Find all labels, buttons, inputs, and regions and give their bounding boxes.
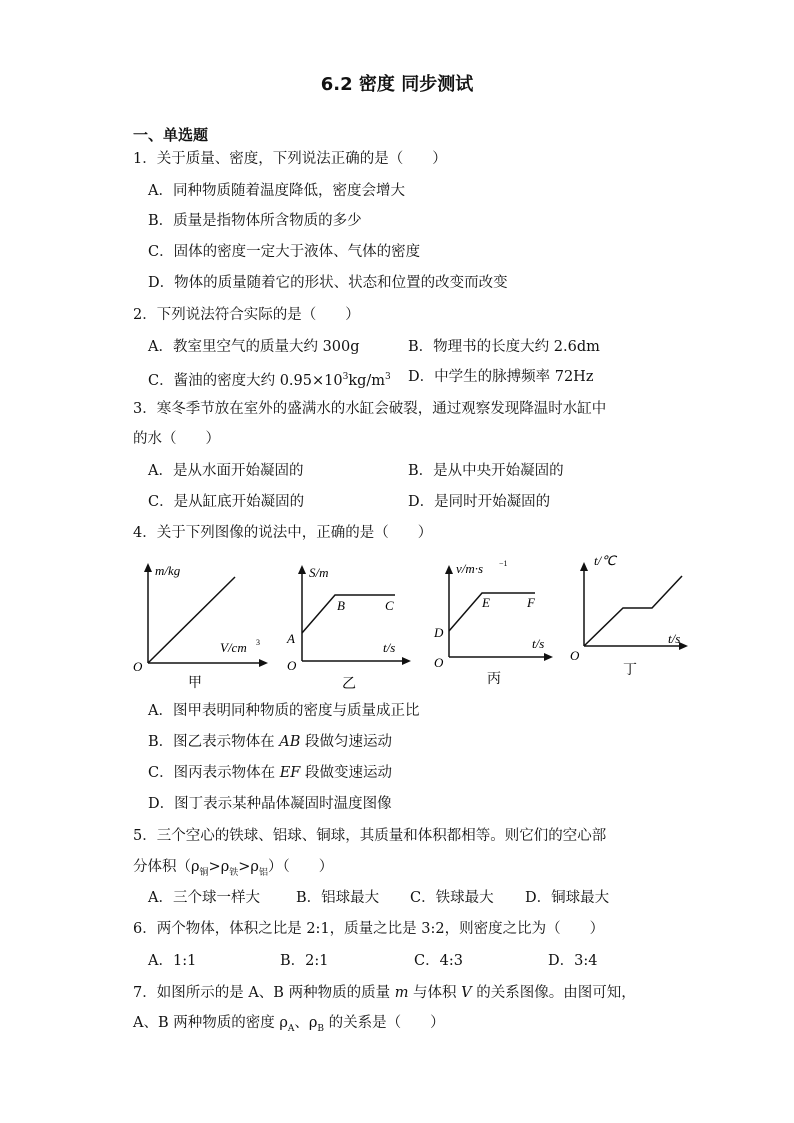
- graph-bing: [432, 555, 562, 695]
- graph-ding: [568, 548, 698, 688]
- bing-point-d: D: [434, 625, 444, 640]
- yi-caption: 乙: [342, 676, 356, 692]
- q6-stem: 6．两个物体，体积之比是 2:1，质量之比是 3:2，则密度之比为（ ）: [133, 921, 605, 937]
- ding-xlabel: t/s: [668, 631, 681, 646]
- q2-c-unit: kg/m: [348, 372, 386, 389]
- q7-stem-line1: [133, 984, 636, 1002]
- q6-option-c: C．4:3: [414, 953, 463, 969]
- bing-origin: O: [434, 655, 444, 670]
- q7-v: V: [461, 985, 472, 1001]
- q7-m: m: [394, 985, 409, 1001]
- jia-xexp: 3: [256, 638, 260, 647]
- ding-y-arrow: [580, 562, 588, 571]
- q6-option-d: D．3:4: [548, 953, 598, 969]
- q3-stem-line1: 3．寒冬季节放在室外的盛满水的水缸会破裂，通过观察发现降温时水缸中: [133, 401, 607, 417]
- jia-ylabel: m/kg: [155, 563, 181, 578]
- q4-option-b: [148, 733, 392, 751]
- q6-option-a: A．1:1: [148, 953, 197, 969]
- q5-gt1: >ρ: [208, 859, 230, 875]
- yi-point-a: A: [287, 631, 295, 646]
- q4-stem: 4．关于下列图像的说法中，正确的是（ ）: [133, 525, 433, 541]
- q5-option-b: B．铝球最大: [296, 890, 380, 906]
- q2-option-a: A．教室里空气的质量大约 300g: [148, 339, 360, 355]
- bing-line: [449, 593, 535, 631]
- q4-c-it: EF: [279, 765, 301, 781]
- bing-point-f: F: [527, 595, 535, 610]
- yi-origin: O: [287, 658, 297, 673]
- q1-option-d: D．物体的质量随着它的形状、状态和位置的改变而改变: [148, 275, 508, 291]
- section-heading: 一、单选题: [133, 126, 209, 144]
- q4-option-d: D．图丁表示某种晶体凝固时温度图像: [148, 796, 392, 812]
- q4-c-post: 段做变速运动: [300, 765, 392, 781]
- q4-c-pre: C．图丙表示物体在: [148, 765, 280, 781]
- q4-b-pre: B．图乙表示物体在: [148, 734, 280, 750]
- q6-option-b: B．2:1: [280, 953, 329, 969]
- page-title: 6.2 密度 同步测试: [320, 74, 474, 95]
- q5-gt2: >ρ: [238, 859, 259, 875]
- q7-s2-post: 的关系是（ ）: [324, 1015, 445, 1031]
- q7-s2-pre: A、B 两种物质的密度 ρ: [133, 1015, 288, 1031]
- q2-option-d: D．中学生的脉搏频率 72Hz: [408, 369, 594, 385]
- ding-caption: 丁: [623, 662, 637, 678]
- bing-xlabel: t/s: [532, 636, 545, 651]
- q5-option-a: A．三个球一样大: [148, 890, 260, 906]
- bing-ylabel: v/m·s: [456, 561, 484, 576]
- ding-ylabel: t/℃: [594, 553, 616, 568]
- yi-point-b: B: [337, 598, 345, 613]
- q7-sep: 、ρ: [294, 1015, 318, 1031]
- q5-option-c: C．铁球最大: [410, 890, 494, 906]
- q5-sub-copper: 铜: [199, 867, 209, 878]
- q3-stem-line2: 的水（ ）: [133, 431, 220, 447]
- q7-s1-mid: 与体积: [408, 985, 462, 1001]
- q4-b-it: AB: [279, 734, 301, 750]
- q5-s2-post: ）（ ）: [267, 859, 334, 875]
- q2-option-b: B．物理书的长度大约 2.6dm: [408, 339, 600, 355]
- yi-ylabel: S/m: [309, 565, 329, 580]
- q5-stem-line2: [133, 858, 333, 882]
- q2-stem: 2．下列说法符合实际的是（ ）: [133, 307, 360, 323]
- graph-yi: [285, 555, 420, 695]
- q2-option-c: [148, 368, 391, 390]
- q1-option-a: A．同种物质随着温度降低，密度会增大: [148, 183, 405, 199]
- q7-s1-pre: 7．如图所示的是 A、B 两种物质的质量: [133, 985, 395, 1001]
- q5-option-d: D．铜球最大: [525, 890, 610, 906]
- yi-y-arrow: [298, 565, 306, 574]
- jia-xlabel: V/cm: [220, 640, 247, 655]
- q3-option-c: C．是从缸底开始凝固的: [148, 494, 305, 510]
- bing-yexp: −1: [499, 559, 508, 568]
- q7-sub-a: A: [287, 1023, 295, 1034]
- q4-option-a: A．图甲表明同种物质的密度与质量成正比: [148, 703, 420, 719]
- yi-x-arrow: [402, 657, 411, 665]
- q1-option-c: C．固体的密度一定大于液体、气体的密度: [148, 244, 421, 260]
- q7-sub-b: B: [317, 1023, 325, 1034]
- q1-stem: 1．关于质量、密度，下列说法正确的是（ ）: [133, 151, 447, 167]
- q2-c-exp: 3: [342, 372, 349, 382]
- q5-s2-pre: 分体积（ρ: [133, 859, 200, 875]
- q3-option-a: A．是从水面开始凝固的: [148, 463, 304, 479]
- q2-c-text: C．酱油的密度大约 0.95×10: [148, 372, 343, 389]
- q5-sub-iron: 铁: [229, 867, 239, 878]
- yi-point-c: C: [385, 598, 394, 613]
- bing-point-e: E: [482, 595, 490, 610]
- ding-x-arrow: [679, 642, 688, 650]
- q4-b-post: 段做匀速运动: [300, 734, 393, 750]
- q7-s1-post: 的关系图像。由图可知，: [471, 985, 636, 1001]
- bing-y-arrow: [445, 565, 453, 574]
- ding-origin: O: [570, 648, 580, 663]
- graph-jia: [130, 555, 280, 695]
- yi-line: [302, 595, 395, 633]
- bing-caption: 丙: [487, 671, 501, 687]
- jia-caption: 甲: [188, 675, 202, 691]
- jia-x-arrow: [259, 659, 268, 667]
- jia-y-arrow: [144, 563, 152, 572]
- q5-sub-aluminum: 铝: [258, 867, 268, 878]
- q2-c-exp2: 3: [385, 372, 391, 382]
- jia-origin: O: [133, 659, 143, 674]
- q3-option-d: D．是同时开始凝固的: [408, 494, 551, 510]
- q5-stem-line1: 5．三个空心的铁球、铝球、铜球，其质量和体积都相等。则它们的空心部: [133, 828, 607, 844]
- q4-option-c: [148, 764, 392, 782]
- q1-option-b: B．质量是指物体所含物质的多少: [148, 213, 362, 229]
- q7-stem-line2: [133, 1014, 445, 1038]
- bing-x-arrow: [544, 653, 553, 661]
- yi-xlabel: t/s: [383, 640, 396, 655]
- q3-option-b: B．是从中央开始凝固的: [408, 463, 564, 479]
